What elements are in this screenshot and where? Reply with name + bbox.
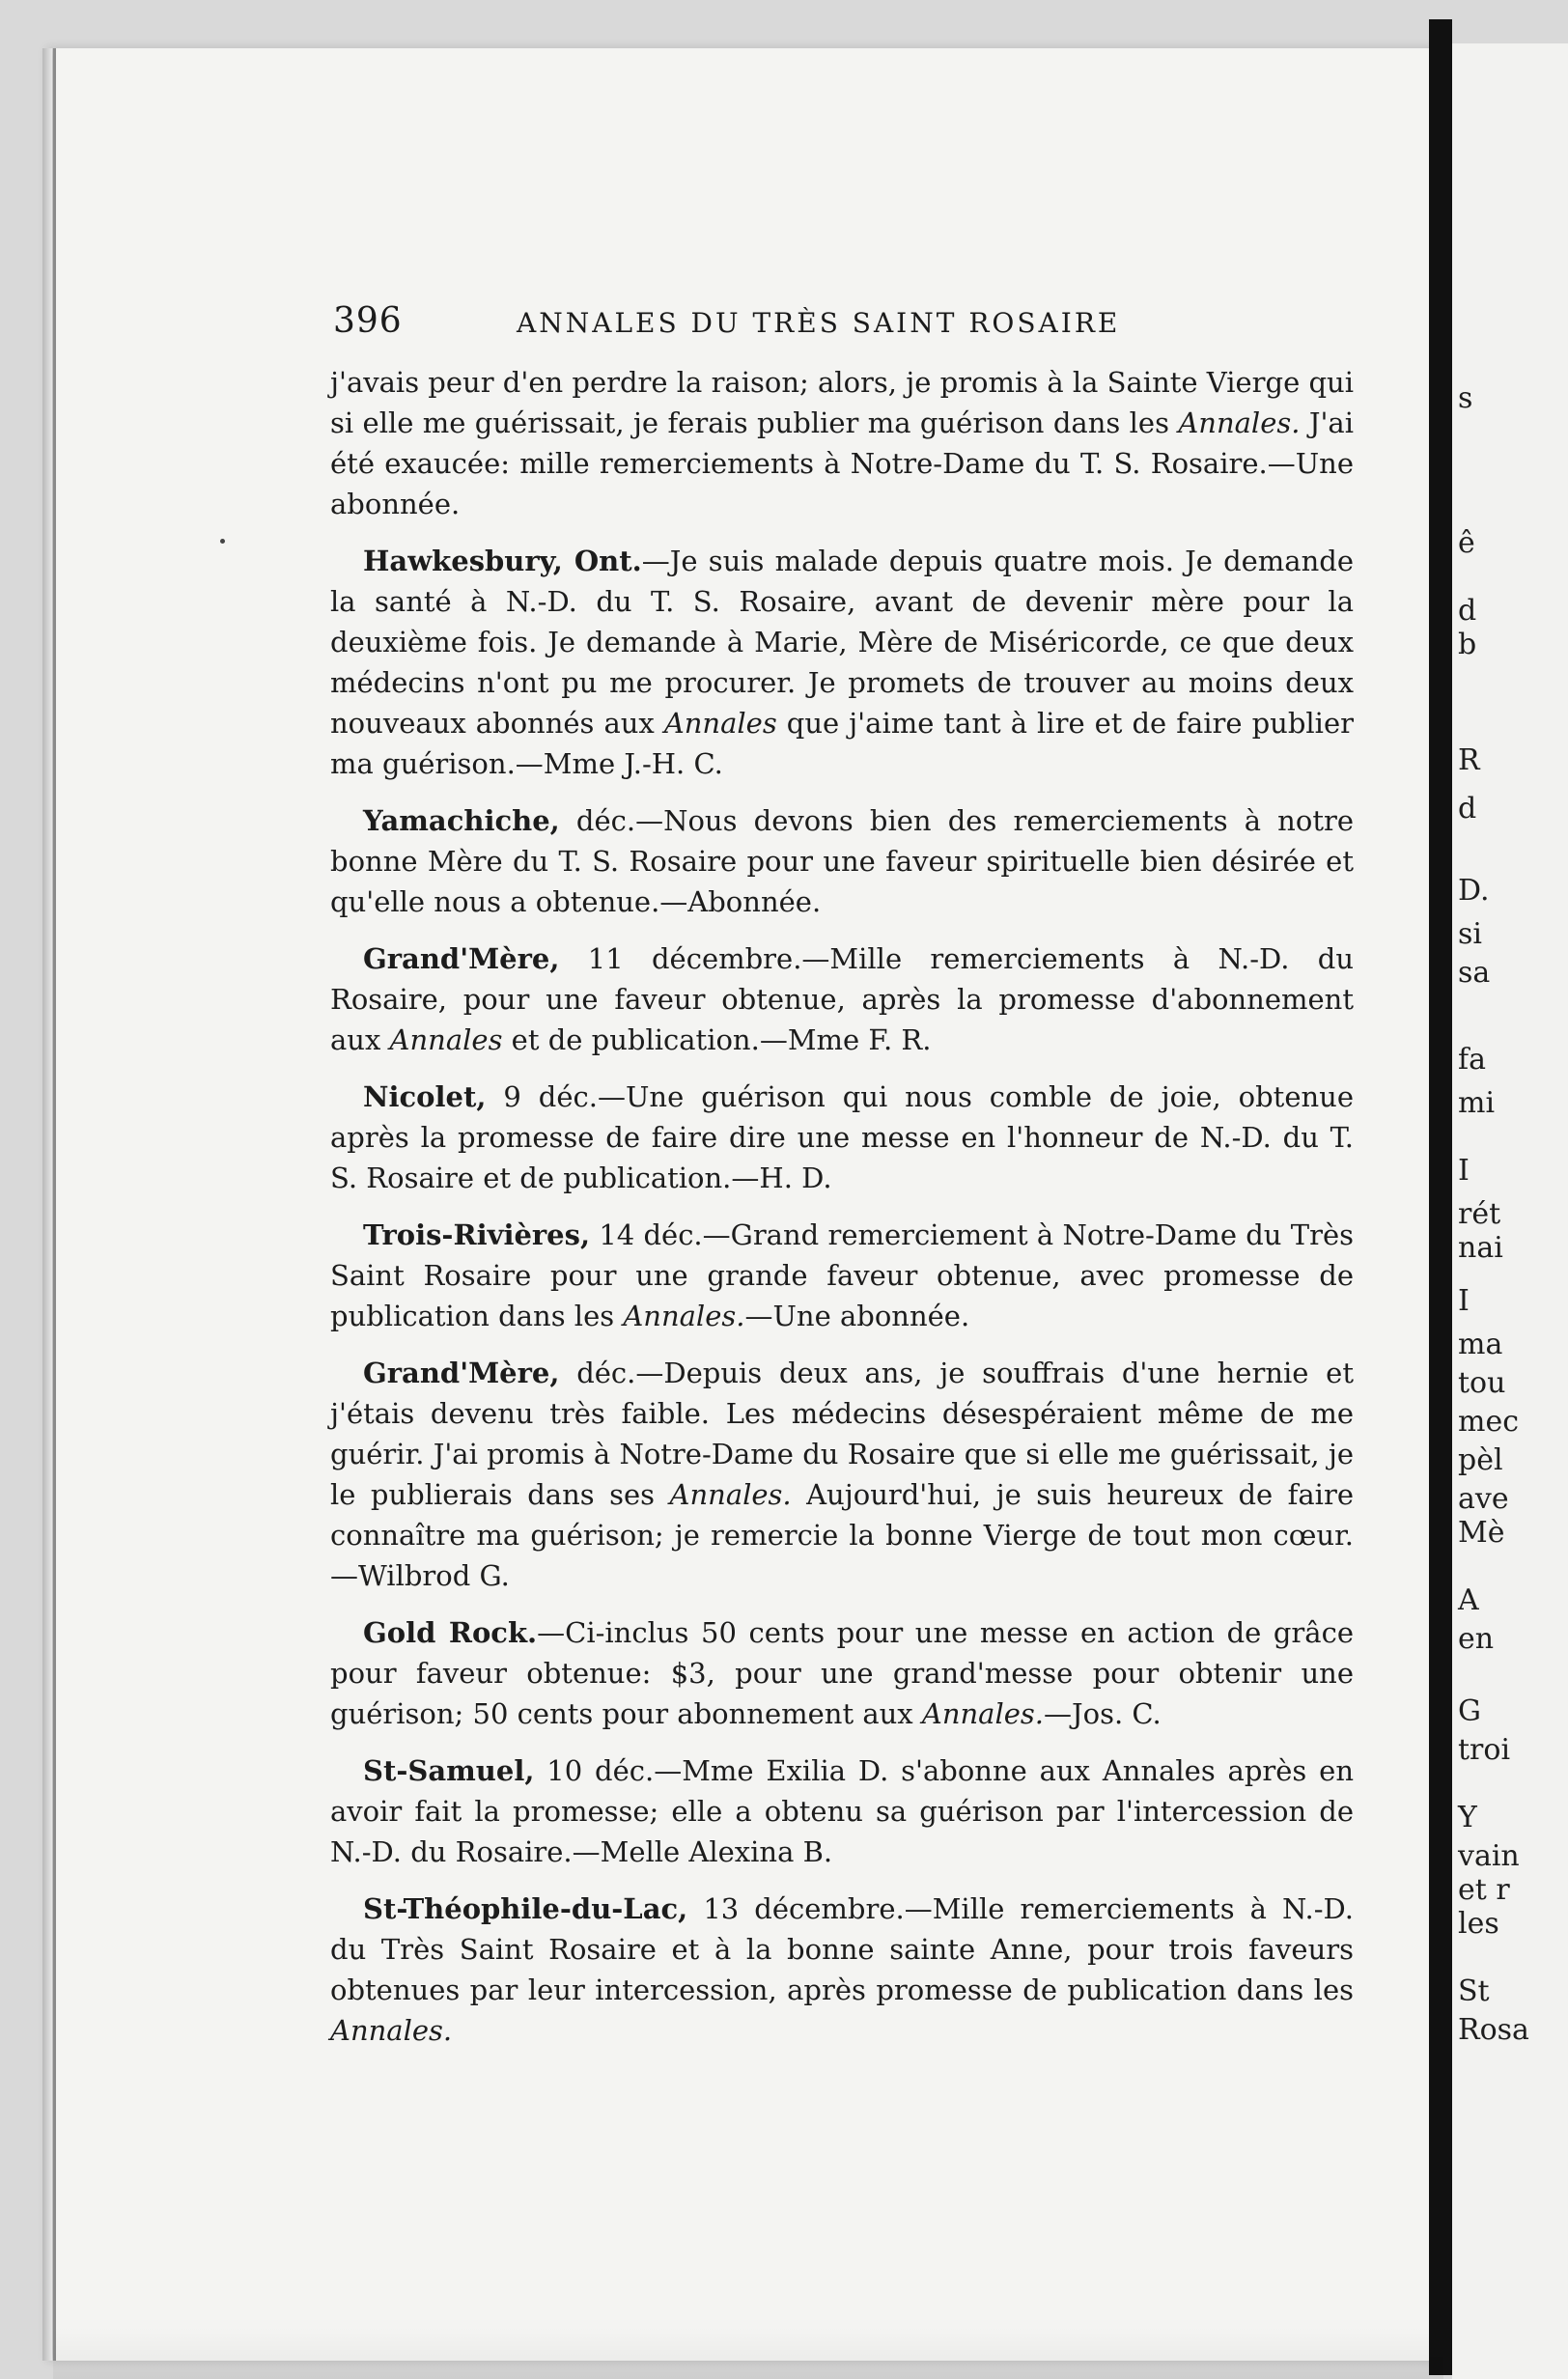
right-page-fragment: mec	[1458, 1405, 1520, 1439]
entry-text-end: J'ai été exaucée: mille remerciements à Notre-Dame du T. S. Rosaire.—Une abonnée.	[330, 406, 1355, 520]
entry-italic-title: Annales.	[330, 2014, 453, 2047]
entry-place: Trois-Rivières,	[363, 1218, 591, 1251]
testimony-entry	[330, 938, 1354, 1060]
entry-text: déc.—Depuis deux ans, je souffrais d'une hernie et j'étais devenu très faible. Les médecins désespéraient même de me guérir. J'ai promis à Notre-Dame du Rosaire que si elle me guérissait, je le publierais dans ses	[330, 1357, 1354, 1511]
book-gutter	[1429, 19, 1452, 2375]
right-page-fragment: s	[1458, 381, 1473, 415]
entry-italic-title: Annales	[663, 707, 777, 740]
entry-text: 11 décembre.—Mille remerciements à N.-D. du Rosaire, pour une faveur obtenue, après la promesse d'abonnement aux	[330, 942, 1354, 1056]
entry-place: Gold Rock.	[363, 1616, 538, 1649]
entry-place: Grand'Mère,	[363, 1357, 560, 1389]
scan-speck	[220, 539, 225, 544]
testimony-entry	[330, 1750, 1354, 1872]
testimony-entry	[330, 1353, 1354, 1596]
right-page-fragment: ma	[1458, 1328, 1503, 1361]
right-page-fragment: tou	[1458, 1366, 1506, 1400]
right-page-fragment: troi	[1458, 1733, 1511, 1767]
entry-place: Grand'Mère,	[363, 942, 560, 975]
right-page-fragment: d	[1458, 792, 1477, 826]
entry-text-end: et de publication.—Mme F. R.	[502, 1023, 932, 1056]
right-page-fragment: D.	[1458, 874, 1490, 908]
right-page-fragment: St	[1458, 1974, 1490, 2008]
entry-place: Hawkesbury, Ont.	[363, 545, 642, 577]
entry-place: St-Théophile-du-Lac,	[363, 1892, 688, 1925]
right-page-fragment: ave	[1458, 1482, 1509, 1516]
running-title: ANNALES DU TRÈS SAINT ROSAIRE	[517, 307, 1121, 339]
testimony-entry	[330, 541, 1354, 784]
testimony-entry	[330, 1077, 1354, 1198]
right-page-fragment: en	[1458, 1622, 1495, 1656]
page-body	[330, 362, 1354, 2067]
right-page-fragment: mi	[1458, 1086, 1496, 1120]
right-page-fragment: I	[1458, 1284, 1470, 1318]
entry-place: St-Samuel,	[363, 1754, 535, 1787]
right-page-fragment: les	[1458, 1907, 1499, 1941]
entry-text: —Ci-inclus 50 cents pour une messe en action de grâce pour faveur obtenue: $3, pour une grand'messe pour obtenir une guérison; 50 cents pour abonnement aux	[330, 1616, 1354, 1730]
right-page-fragment: rét	[1458, 1197, 1501, 1231]
entry-text: 10 déc.—Mme Exilia D. s'abonne aux Annales après en avoir fait la promesse; elle a obtenu sa guérison par l'intercession de N.-D. du Rosaire.—Melle Alexina B.	[330, 1754, 1354, 1868]
right-page-fragment: b	[1458, 628, 1477, 661]
right-page-fragment: Rosa	[1458, 2013, 1529, 2047]
testimony-entry	[330, 1215, 1354, 1336]
entry-italic-title: Annales.	[623, 1300, 745, 1332]
entry-text-end: Aujourd'hui, je suis heureux de faire connaître ma guérison; je remercie la bonne Vierge de tout mon cœur.—Wilbrod G.	[330, 1478, 1354, 1592]
right-page-fragment: nai	[1458, 1231, 1503, 1265]
entry-text: —Je suis malade depuis quatre mois. Je demande la santé à N.-D. du T. S. Rosaire, avant de devenir mère pour la deuxième fois. Je demande à Marie, Mère de Miséricorde, ce que deux médecins n'ont pu me procurer. Je promets de trouver au moins deux nouveaux abonnés aux	[330, 545, 1354, 740]
right-page-fragment: si	[1458, 917, 1482, 951]
right-page-edge	[1452, 43, 1568, 2379]
page-shadow	[53, 2327, 1443, 2379]
entry-text: déc.—Nous devons bien des remerciements à notre bonne Mère du T. S. Rosaire pour une faveur spirituelle bien désirée et qu'elle nous a obtenue.—Abonnée.	[330, 804, 1354, 918]
right-page-fragment: A	[1458, 1583, 1479, 1617]
right-page-fragment: d	[1458, 594, 1477, 628]
entry-italic-title: Annales.	[921, 1697, 1044, 1730]
testimony-entry	[330, 1612, 1354, 1734]
right-page-fragment: fa	[1458, 1043, 1486, 1077]
entry-place: Nicolet,	[363, 1080, 487, 1113]
page-header	[333, 301, 1357, 350]
entry-text: 13 décembre.—Mille remerciements à N.-D. du Très Saint Rosaire et à la bonne sainte Anne, pour trois faveurs obtenues par leur intercession, après promesse de publication dans les	[330, 1892, 1354, 2006]
continued-paragraph	[330, 362, 1354, 524]
entry-italic-title: Annales	[389, 1023, 503, 1056]
entry-place: Yamachiche,	[363, 804, 560, 837]
right-page-fragment: Y	[1458, 1801, 1477, 1834]
right-page-fragment: R	[1458, 743, 1480, 777]
entry-text-end: —Jos. C.	[1044, 1697, 1162, 1730]
right-page-fragment: et r	[1458, 1873, 1510, 1907]
right-page-fragment: G	[1458, 1694, 1481, 1728]
entry-italic-title: Annales.	[1178, 406, 1301, 439]
right-page-fragment: sa	[1458, 956, 1491, 990]
right-page-fragment: pèl	[1458, 1443, 1503, 1477]
right-page-fragment: vain	[1458, 1839, 1520, 1873]
testimony-entry	[330, 800, 1354, 922]
right-page-fragment: ê	[1458, 526, 1475, 560]
entry-text: j'avais peur d'en perdre la raison; alors, je promis à la Sainte Vierge qui si elle me guérissait, je ferais publier ma guérison dans les	[330, 366, 1354, 439]
right-page-fragment: Mè	[1458, 1516, 1505, 1550]
entry-text-end: —Une abonnée.	[744, 1300, 970, 1332]
entry-italic-title: Annales.	[669, 1478, 792, 1511]
entry-text-end: que j'aime tant à lire et de faire publier ma guérison.—Mme J.-H. C.	[330, 707, 1354, 780]
entry-text: 14 déc.—Grand remerciement à Notre-Dame du Très Saint Rosaire pour une grande faveur obtenue, avec promesse de publication dans les	[330, 1218, 1354, 1332]
testimony-entry	[330, 1889, 1354, 2051]
entry-text: 9 déc.—Une guérison qui nous comble de joie, obtenue après la promesse de faire dire une messe en l'honneur de N.-D. du T. S. Rosaire et de publication.—H. D.	[330, 1080, 1354, 1194]
right-page-fragment: I	[1458, 1154, 1470, 1188]
page-number: 396	[333, 301, 403, 341]
